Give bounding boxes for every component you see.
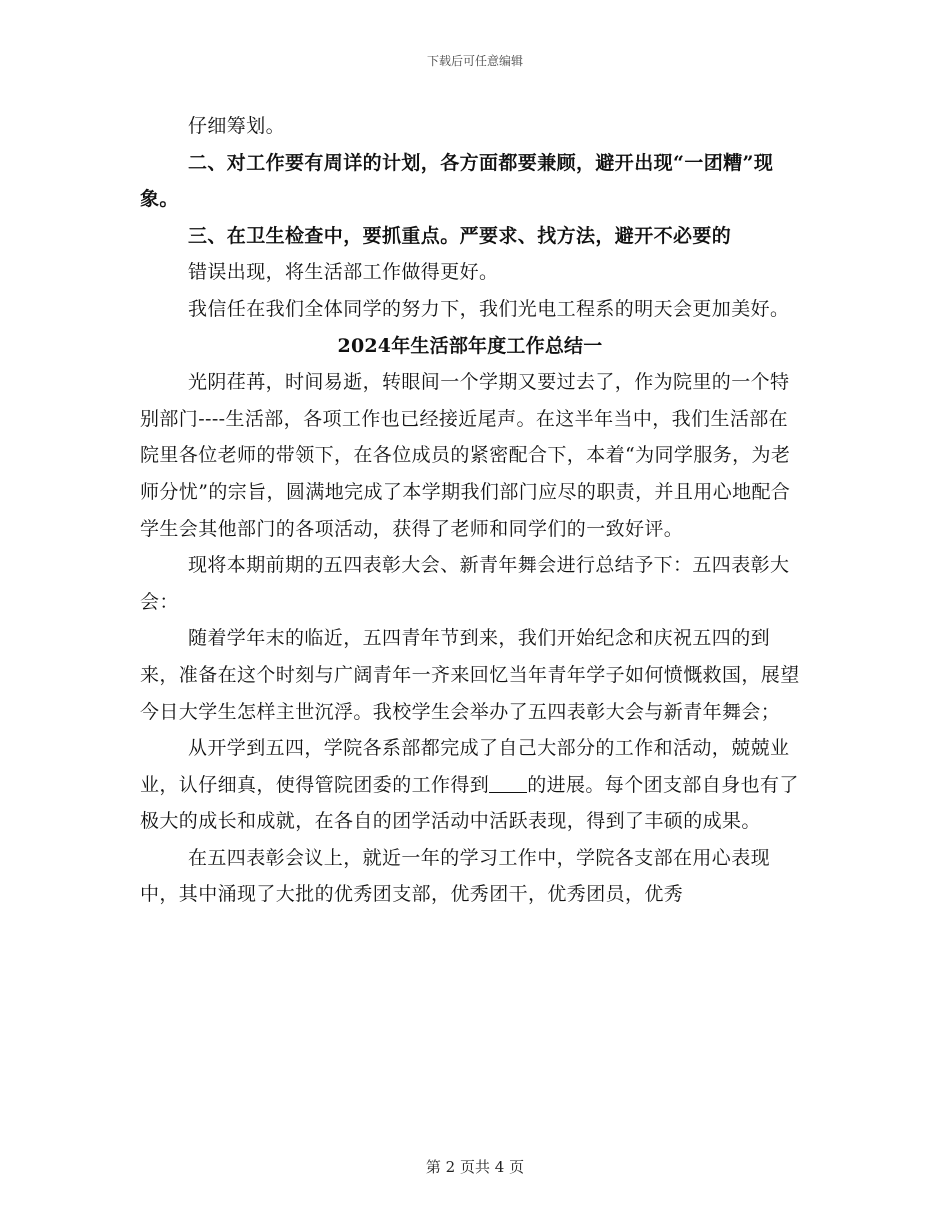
paragraph-5: 光阴荏苒，时间易逝，转眼间一个学期又要过去了，作为院里的一个特别部门----生活部，各项工作也已经接近尾声。在这半年当中，我们生活部在院里各位老师的带领下，在各位成员的紧密配合下，本着“为同学服务，为老师分忧”的宗旨，圆满地完成了本学期我们部门应尽的职责，并且用心地配合学生会其他部门的各项活动，获得了老师和同学们的一致好评。 [140, 371, 791, 540]
paragraph-1: 仔细筹划。 [188, 115, 286, 137]
paragraph-9: 在五四表彰会议上，就近一年的学习工作中，学院各支部在用心表现中，其中涌现了大批的优秀团支部，优秀团干，优秀团员，优秀 [140, 846, 771, 906]
paragraph-8-part-1: 从开学到五四，学院各系部都完成了自己大部分的工作和活动，兢兢业业，认仔细真，使得管院团委的工作得到 [140, 737, 790, 796]
section-title: 2024年生活部年度工作总结一 [337, 334, 603, 357]
fill-in-blank [489, 774, 527, 793]
paragraph-6: 现将本期前期的五四表彰大会、新青年舞会进行总结予下：五四表彰大会： [140, 554, 790, 613]
paragraph-3-bold: 三、在卫生检查中，要抓重点。严要求、找方法，避开不必要的 [188, 224, 732, 247]
page-footer: 第 2 页共 4 页 [425, 1158, 525, 1176]
paragraph-7: 随着学年末的临近，五四青年节到来，我们开始纪念和庆祝五四的到来，准备在这个时刻与广阔青年一齐来回忆当年青年学子如何愤慨救国，展望今日大学生怎样主世沉浮。我校学生会举办了五四表彰大会与新青年舞会； [140, 627, 800, 723]
paragraph-8 [140, 730, 800, 840]
page-header: 下载后可任意编辑 [426, 54, 523, 68]
paragraph-2: 二、对工作要有周详的计划，各方面都要兼顾，避开出现“一团糟”现象。 [140, 151, 774, 211]
paragraph-3-continued: 错误出现，将生活部工作做得更好。 [188, 261, 499, 284]
paragraph-4: 我信任在我们全体同学的努力下，我们光电工程系的明天会更加美好。 [188, 297, 790, 320]
document-body [140, 108, 800, 913]
paragraph-8-part-2: 的进展。每个团支部自身也有了极大的成长和成就，在各自的团学活动中活跃表现，得到了丰硕的成果。 [140, 773, 799, 833]
